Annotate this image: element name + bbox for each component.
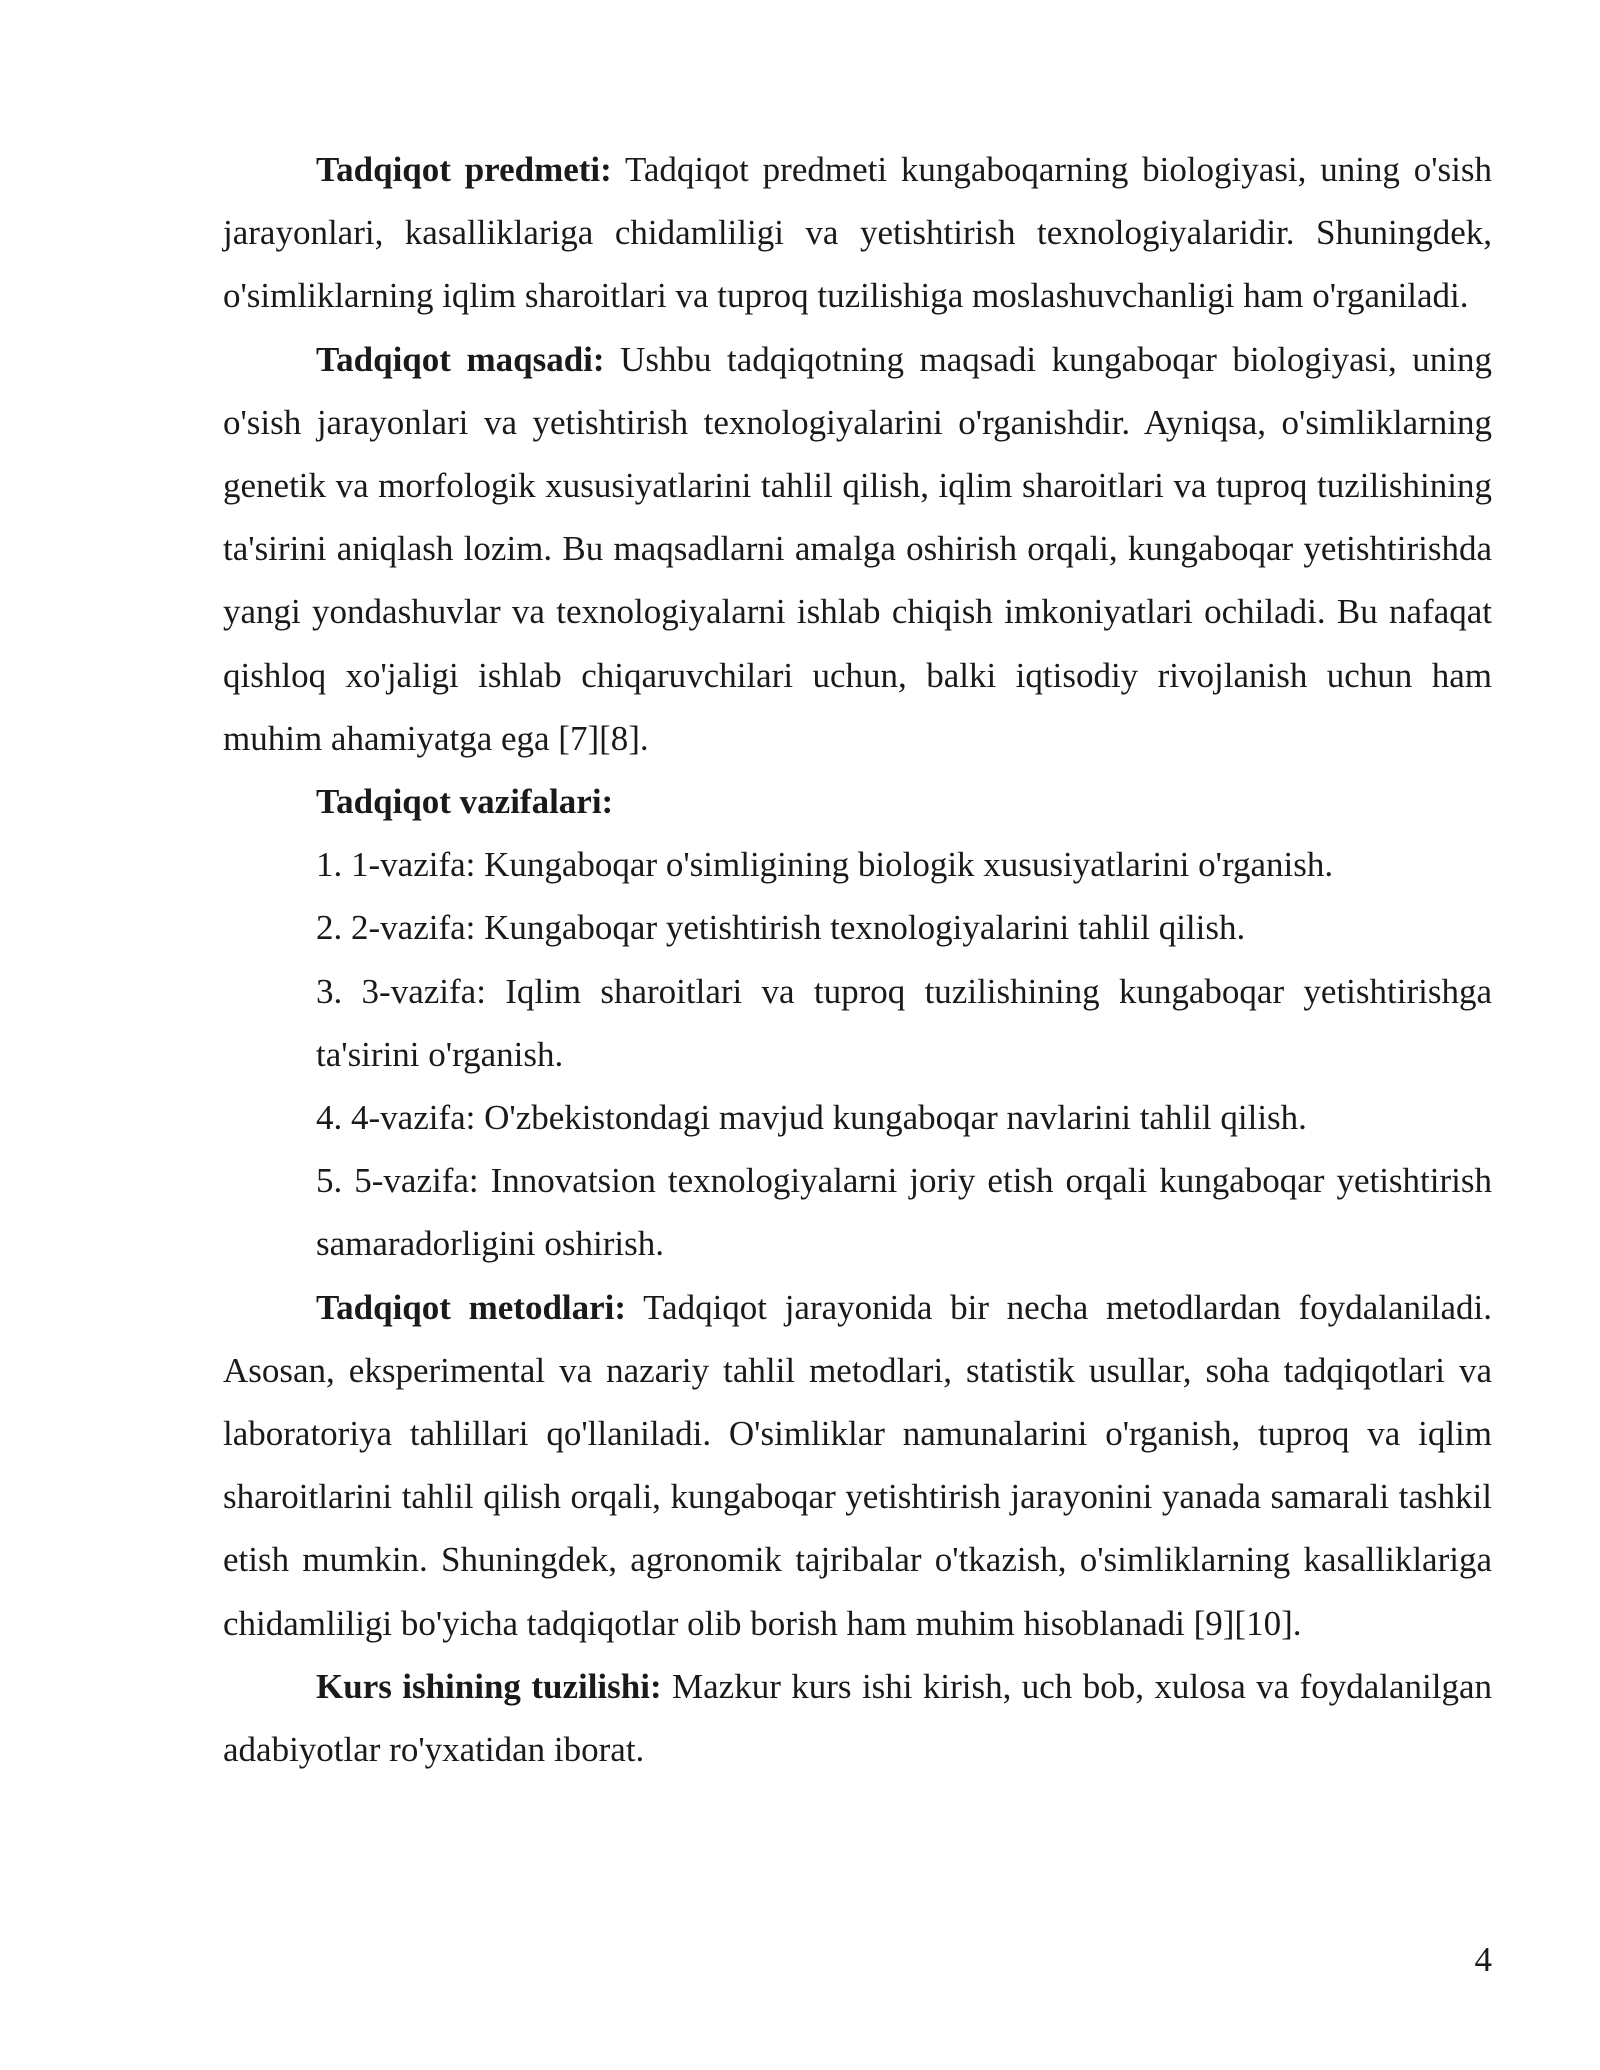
course-structure-text: Mazkur kurs ishi kirish, uch bob, xulosa va foydalanilgan adabiyotlar ro'yxatidan iborat. — [223, 1666, 1492, 1770]
task-list-item: 4. 4-vazifa: O'zbekistondagi mavjud kungaboqar navlarini tahlil qilish. — [316, 1098, 1307, 1138]
research-goal-paragraph — [223, 328, 1492, 770]
research-methods-heading: Tadqiqot metodlari: — [316, 1287, 627, 1327]
task-list-item: 5. 5-vazifa: Innovatsion texnologiyalarni joriy etish orqali kungaboqar yetishtirish samaradorligini oshirish. — [316, 1161, 1492, 1264]
research-tasks-heading: Tadqiqot vazifalari: — [316, 782, 614, 822]
page-number: 4 — [1474, 1940, 1492, 1979]
research-methods-text: Tadqiqot jarayonida bir necha metodlardan foydalaniladi. Asosan, eksperimental va nazariy tahlil metodlari, statistik usullar, soha tadqiqotlari va laboratoriya tahlillari qo'llaniladi. O'simliklar namunalarini o'rganish, tuproq va iqlim sharoitlarini tahlil qilish orqali, kungaboqar yetishtirish jarayonini yanada samarali tashkil etish mumkin. Shuningdek, agronomik tajribalar o'tkazish, o'simliklarning kasalliklariga chidamliligi bo'yicha tadqiqotlar olib borish ham muhim hisoblanadi [9][10]. — [223, 1287, 1492, 1643]
task-list-item: 2. 2-vazifa: Kungaboqar yetishtirish texnologiyalarini tahlil qilish. — [316, 908, 1246, 948]
research-subject-paragraph — [223, 138, 1492, 328]
research-subject-text: Tadqiqot predmeti kungaboqarning biologiyasi, uning o'sish jarayonlari, kasalliklariga chidamliligi va yetishtirish texnologiyalaridir. Shuningdek, o'simliklarning iqlim sharoitlari va tuproq tuzilishiga moslashuvchanligi ham o'rganiladi. — [223, 150, 1492, 316]
research-methods-paragraph — [223, 1276, 1492, 1655]
research-goal-text: Ushbu tadqiqotning maqsadi kungaboqar biologiyasi, uning o'sish jarayonlari va yetishtirish texnologiyalarini o'rganishdir. Ayniqsa, o'simliklarning genetik va morfologik xususiyatlarini tahlil qilish, iqlim sharoitlari va tuproq tuzilishining ta'sirini aniqlash lozim. Bu maqsadlarni amalga oshirish orqali, kungaboqar yetishtirishda yangi yondashuvlar va texnologiyalarni ishlab chiqish imkoniyatlari ochiladi. Bu nafaqat qishloq xo'jaligi ishlab chiqaruvchilari uchun, balki iqtisodiy rivojlanish uchun ham muhim ahamiyatga ega [7][8]. — [223, 339, 1493, 758]
document-body — [223, 138, 1492, 1781]
task-list-item: 3. 3-vazifa: Iqlim sharoitlari va tuproq tuzilishining kungaboqar yetishtirishga ta'sirini o'rganish. — [316, 971, 1492, 1074]
research-goal-heading: Tadqiqot maqsadi: — [316, 339, 605, 379]
research-tasks-paragraph — [223, 770, 1492, 833]
course-structure-heading: Kurs ishining tuzilishi: — [316, 1666, 662, 1706]
research-subject-heading: Tadqiqot predmeti: — [316, 150, 612, 189]
task-list-item: 1. 1-vazifa: Kungaboqar o'simligining biologik xususiyatlarini o'rganish. — [316, 845, 1334, 885]
course-structure-paragraph — [223, 1655, 1492, 1781]
